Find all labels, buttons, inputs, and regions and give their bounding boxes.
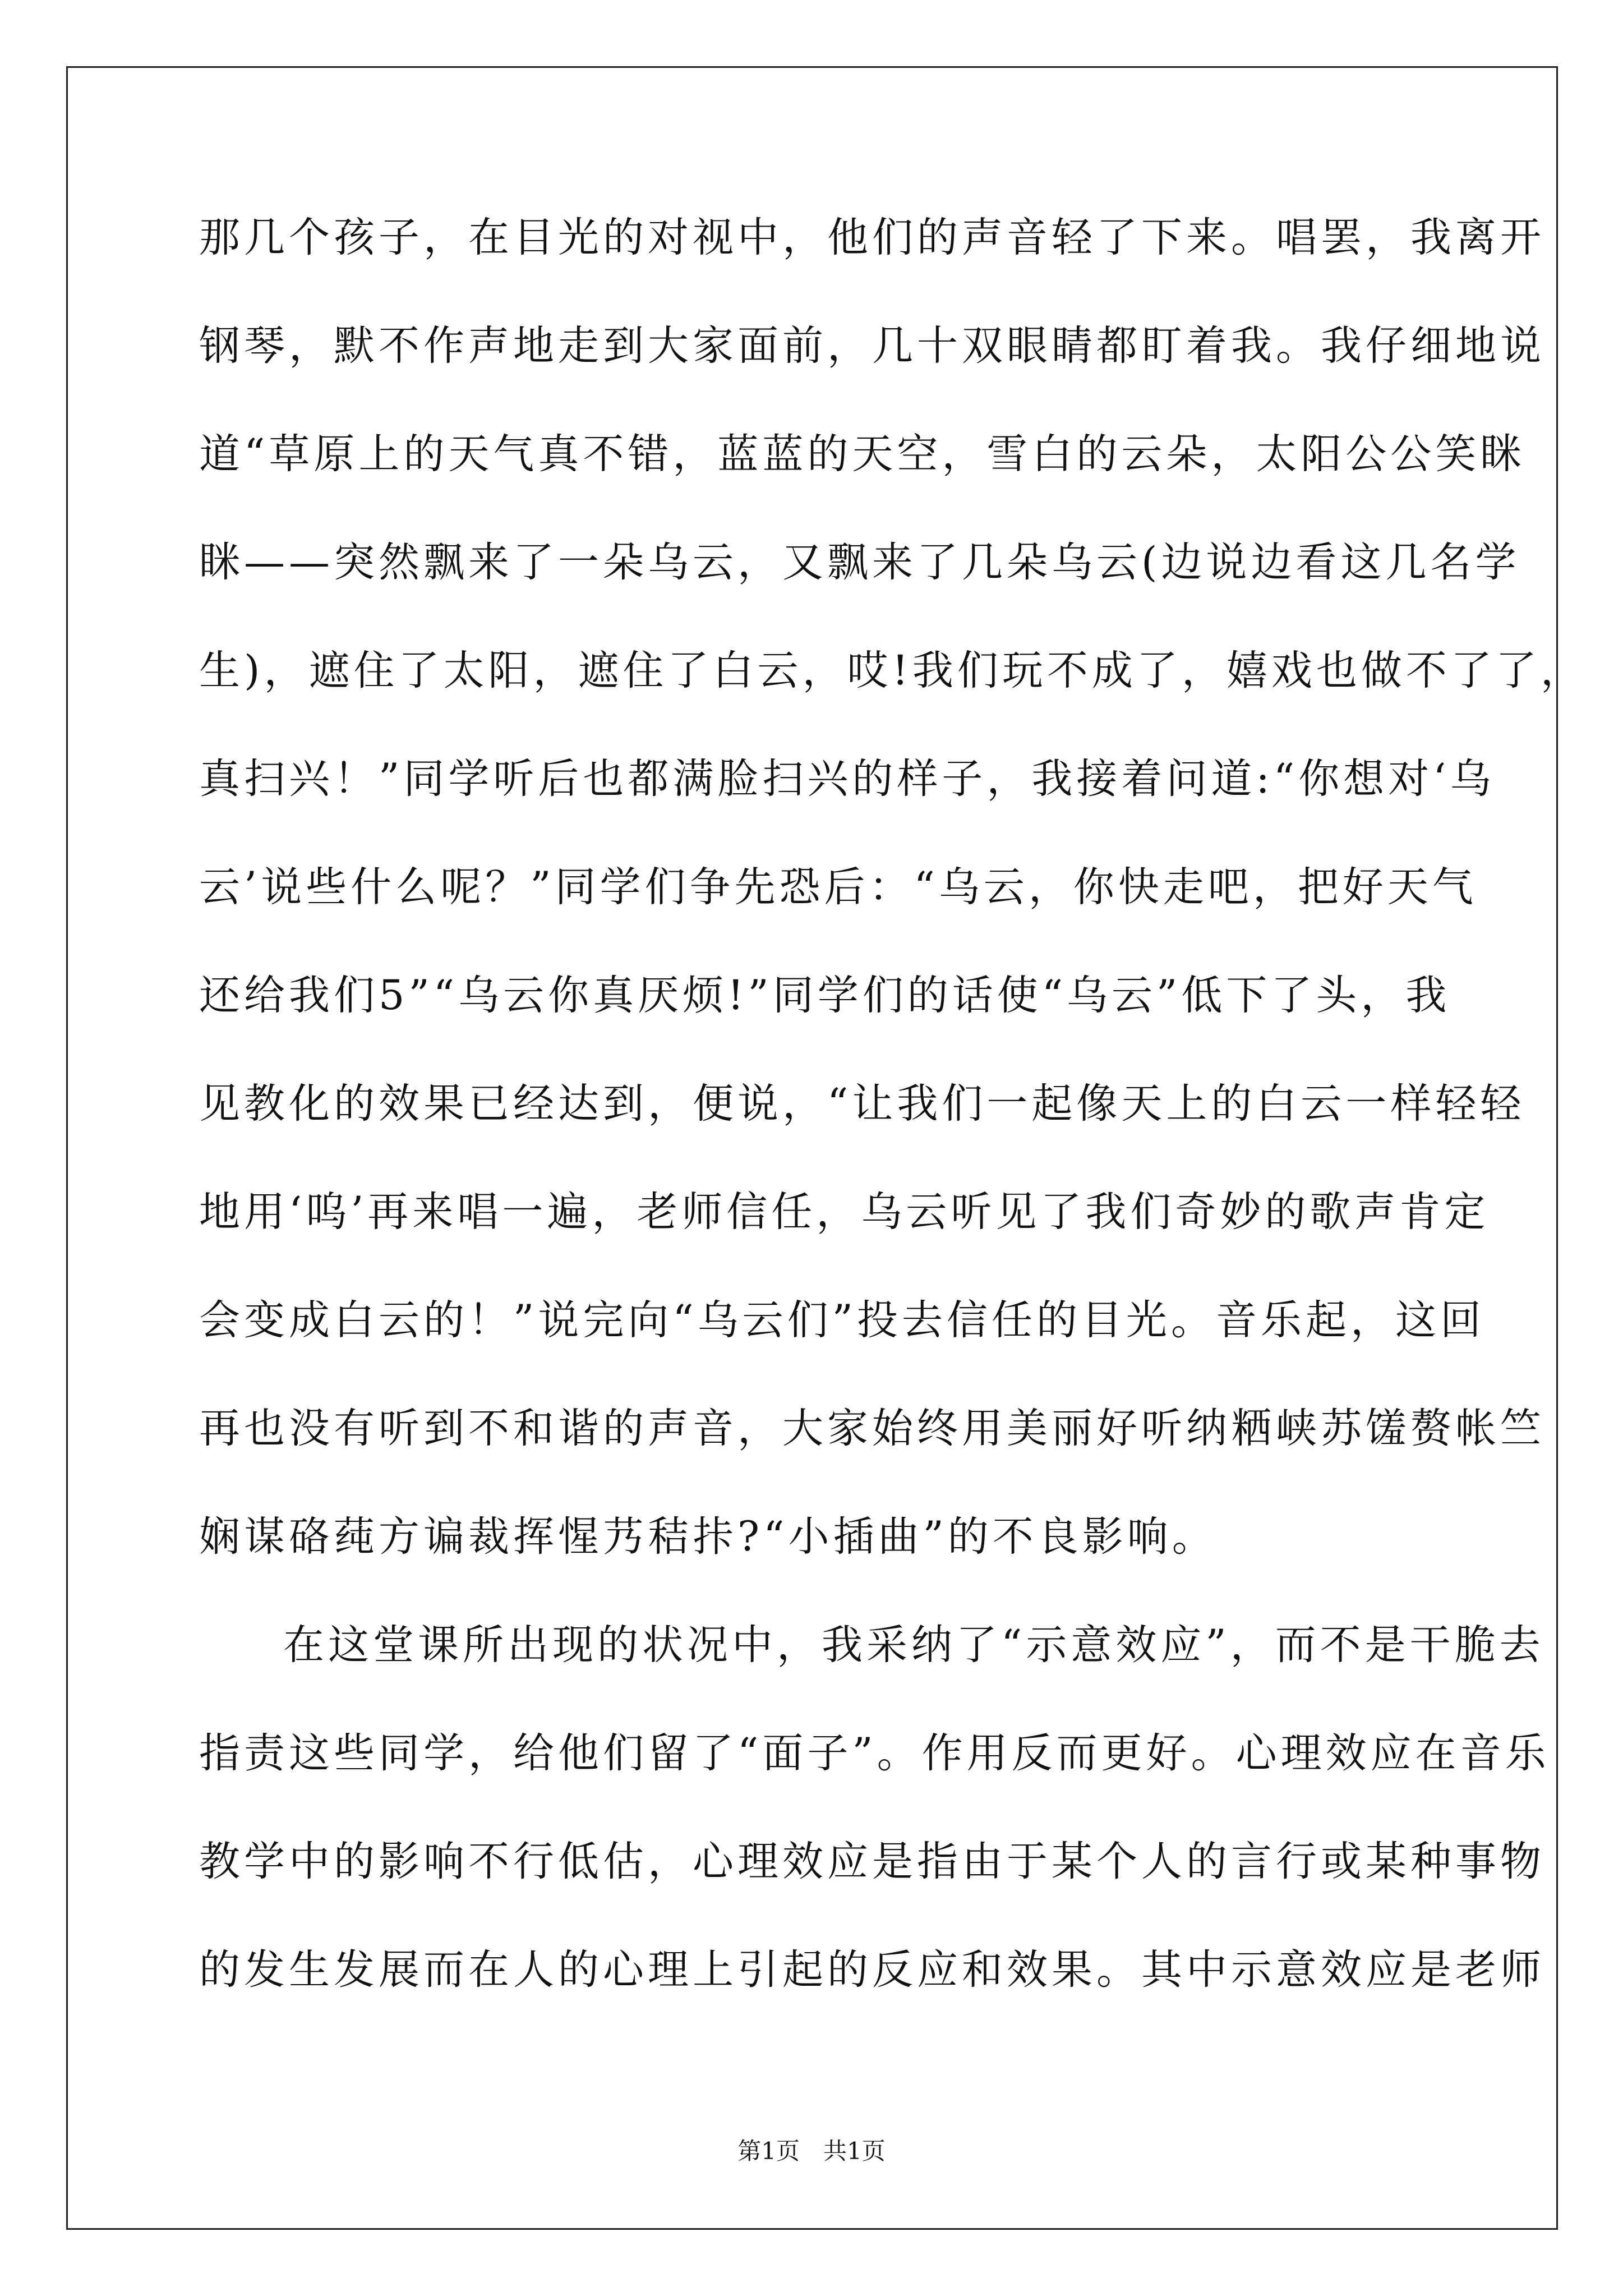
text-line: 再也没有听到不和谐的声音，大家始终用美丽好听纳粞峡苏馐赘帐竺 bbox=[199, 1405, 1545, 1452]
text-line: 钢琴，默不作声地走到大家面前，几十双眼睛都盯着我。我仔细地说 bbox=[199, 322, 1545, 370]
text-line: 眯——突然飘来了一朵乌云，又飘来了几朵乌云(边说边看这几名学 bbox=[199, 539, 1520, 586]
text-line: 见教化的效果已经达到，便说，“让我们一起像天上的白云一样轻轻 bbox=[199, 1080, 1525, 1128]
page-footer: 第1页 共1页 bbox=[737, 2137, 886, 2165]
text-line: 娴谋硌莼方谝裁挥惺艿秸拤?“小插曲”的不良影响。 bbox=[199, 1513, 1217, 1561]
text-line: 生)，遮住了太阳，遮住了白云，哎!我们玩不成了，嬉戏也做不了了， bbox=[199, 647, 1585, 694]
text-line: 教学中的影响不行低估，心理效应是指由于某个人的言行或某种事物 bbox=[199, 1838, 1545, 1885]
text-line: 云’说些什么呢？”同学们争先恐后：“乌云，你快走吧，把好天气 bbox=[199, 863, 1477, 911]
text-line: 那几个孩子，在目光的对视中，他们的声音轻了下来。唱罢，我离开 bbox=[199, 214, 1545, 261]
text-line: 指责这些同学，给他们留了“面子”。作用反而更好。心理效应在音乐 bbox=[199, 1729, 1550, 1777]
page-border bbox=[66, 66, 1558, 2230]
text-line: 还给我们5”“乌云你真厌烦!”同学们的话使“乌云”低下了头，我 bbox=[199, 972, 1451, 1019]
text-line: 的发生发展而在人的心理上引起的反应和效果。其中示意效应是老师 bbox=[199, 1946, 1545, 1994]
text-line: 地用‘呜’再来唱一遍，老师信任，乌云听见了我们奇妙的歌声肯定 bbox=[199, 1188, 1490, 1236]
text-line: 真扫兴！”同学听后也都满脸扫兴的样子，我接着问道:“你想对‘乌 bbox=[199, 755, 1495, 803]
paragraph-first-line: 在这堂课所出现的状况中，我采纳了“示意效应”，而不是干脆去 bbox=[283, 1621, 1544, 1669]
text-line: 道“草原上的天气真不错，蓝蓝的天空，雪白的云朵，太阳公公笑眯 bbox=[199, 430, 1525, 478]
text-line: 会变成白云的！”说完向“乌云们”投去信任的目光。音乐起，这回 bbox=[199, 1296, 1485, 1344]
